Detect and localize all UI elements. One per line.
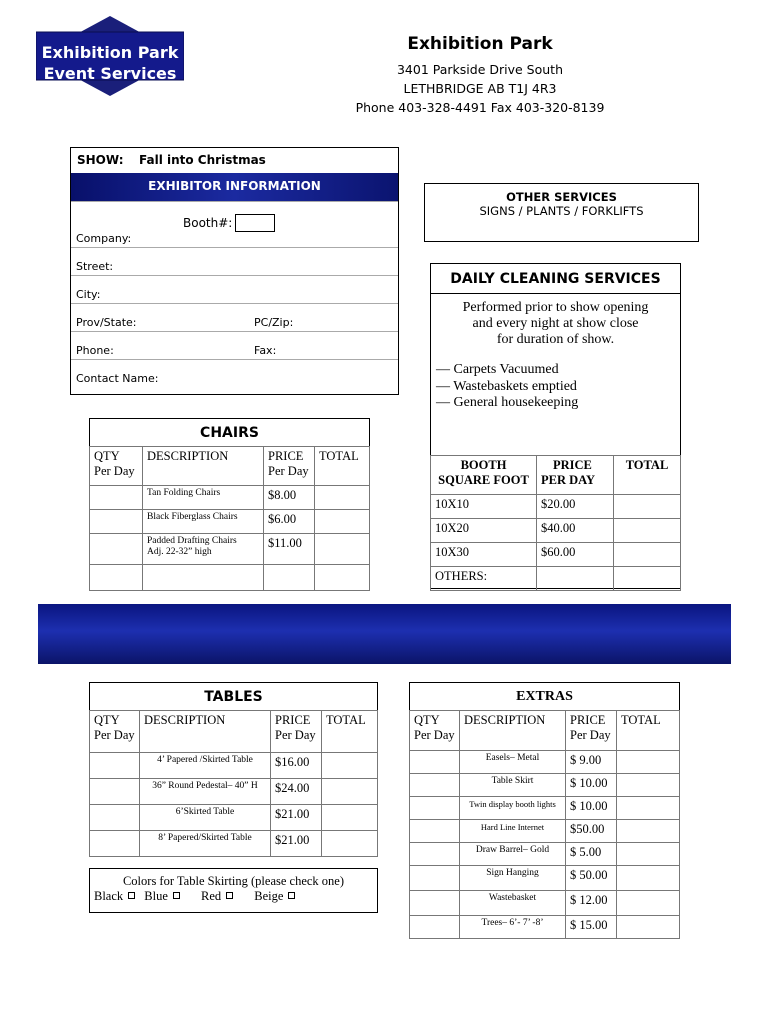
tables-qty-input[interactable] — [90, 779, 140, 805]
city-field[interactable]: City: — [76, 288, 101, 301]
tables-table: QTY Per Day DESCRIPTION PRICE Per Day TOTAL 4’ Papered /Skirted Table $16.00 36” Round Pedestal– 40” H $24.00 6’Skirted Table $21.00 8’ Papered/Skirted Table $21.00 — [89, 710, 378, 857]
tables-title: TABLES — [89, 682, 378, 710]
pc-field[interactable]: PC/Zip: — [254, 316, 294, 329]
exhibitor-title: EXHIBITOR INFORMATION — [71, 173, 398, 202]
tables-total-input[interactable] — [322, 831, 378, 857]
exhibitor-info: SHOW: Fall into Christmas EXHIBITOR INFORMATION Booth#: Company: Street: City: Prov/State: PC/Zip: Phone: Fax: Contact Name: — [70, 147, 399, 395]
chairs-qty-input[interactable] — [90, 534, 143, 565]
booth-input[interactable] — [235, 214, 275, 232]
extras-qty-input[interactable] — [410, 843, 460, 866]
chairs-qty-input[interactable] — [90, 486, 143, 510]
cleaning-total-input[interactable] — [614, 567, 681, 591]
cleaning-table: BOOTH SQUARE FOOT PRICE PER DAY TOTAL 10X10 $20.00 10X20 $40.00 10X30 $60.00 OTHERS: — [430, 455, 681, 591]
black-checkbox[interactable] — [128, 892, 135, 899]
cleaning-total-input[interactable] — [614, 543, 681, 567]
extras-total-input[interactable] — [617, 866, 680, 891]
extras-total-input[interactable] — [617, 916, 680, 939]
daily-cleaning: DAILY CLEANING SERVICES Performed prior to show opening and every night at show close for duration of show. — Carpets Vacuumed — Wastebaskets emptied — General housekeeping — [430, 263, 681, 589]
extras-qty-input[interactable] — [410, 751, 460, 774]
fax-field[interactable]: Fax: — [254, 344, 277, 357]
extras-total-input[interactable] — [617, 751, 680, 774]
logo-text: Exhibition Park Event Services — [41, 43, 179, 83]
extras-qty-input[interactable] — [410, 866, 460, 891]
tables-qty-input[interactable] — [90, 831, 140, 857]
cleaning-total-input[interactable] — [614, 519, 681, 543]
other-services: OTHER SERVICES SIGNS / PLANTS / FORKLIFTS — [424, 183, 699, 242]
contact-field[interactable]: Contact Name: — [76, 372, 159, 385]
phone-field[interactable]: Phone: — [76, 344, 114, 357]
extras-total-input[interactable] — [617, 774, 680, 797]
chairs-total-input[interactable] — [315, 486, 370, 510]
extras-qty-input[interactable] — [410, 891, 460, 916]
blue-checkbox[interactable] — [173, 892, 180, 899]
chairs-title: CHAIRS — [89, 418, 370, 446]
tables-total-input[interactable] — [322, 753, 378, 779]
beige-checkbox[interactable] — [288, 892, 295, 899]
prov-field[interactable]: Prov/State: — [76, 316, 137, 329]
cleaning-total-input[interactable] — [614, 495, 681, 519]
tables-qty-input[interactable] — [90, 805, 140, 831]
tables-total-input[interactable] — [322, 805, 378, 831]
extras-total-input[interactable] — [617, 843, 680, 866]
extras-qty-input[interactable] — [410, 774, 460, 797]
chairs-qty-input[interactable] — [90, 510, 143, 534]
org-name: Exhibition Park — [407, 34, 553, 54]
extras-qty-input[interactable] — [410, 916, 460, 939]
chairs-total-input[interactable] — [315, 510, 370, 534]
divider-band — [38, 604, 731, 664]
tables-qty-input[interactable] — [90, 753, 140, 779]
extras-total-input[interactable] — [617, 891, 680, 916]
extras-title: EXTRAS — [409, 682, 680, 710]
skirting-colors: Colors for Table Skirting (please check one) Black Blue Red Beige — [89, 868, 378, 913]
org-header: Exhibition Park 3401 Parkside Drive South LETHBRIDGE AB T1J 4R3 Phone 403-328-4491 Fax 403-320-8139 — [300, 34, 660, 117]
red-checkbox[interactable] — [226, 892, 233, 899]
extras-table: QTY Per Day DESCRIPTION PRICE Per Day TOTAL Easels– Metal $ 9.00 Table Skirt $ 10.00 Twin display booth lights $ 10.00 Hard Line Internet $50.00 Draw Barrel– Gold $ 5.00 Sign Hanging $ 50.00 Wastebasket $ 12.00 Trees– 6’- 7’ -8’ $ 15.00 — [409, 710, 680, 939]
tables-total-input[interactable] — [322, 779, 378, 805]
show-name: Fall into Christmas — [139, 153, 266, 167]
street-field[interactable]: Street: — [76, 260, 114, 273]
extras-total-input[interactable] — [617, 820, 680, 843]
extras-qty-input[interactable] — [410, 820, 460, 843]
extras-qty-input[interactable] — [410, 797, 460, 820]
chairs-total-input[interactable] — [315, 534, 370, 565]
extras-total-input[interactable] — [617, 797, 680, 820]
chairs-table: QTY Per Day DESCRIPTION PRICE Per Day TOTAL Tan Folding Chairs $8.00 Black Fiberglass Chairs $6.00 Padded Drafting Chairs Adj. 22-32” high $11.00 — [89, 446, 370, 591]
